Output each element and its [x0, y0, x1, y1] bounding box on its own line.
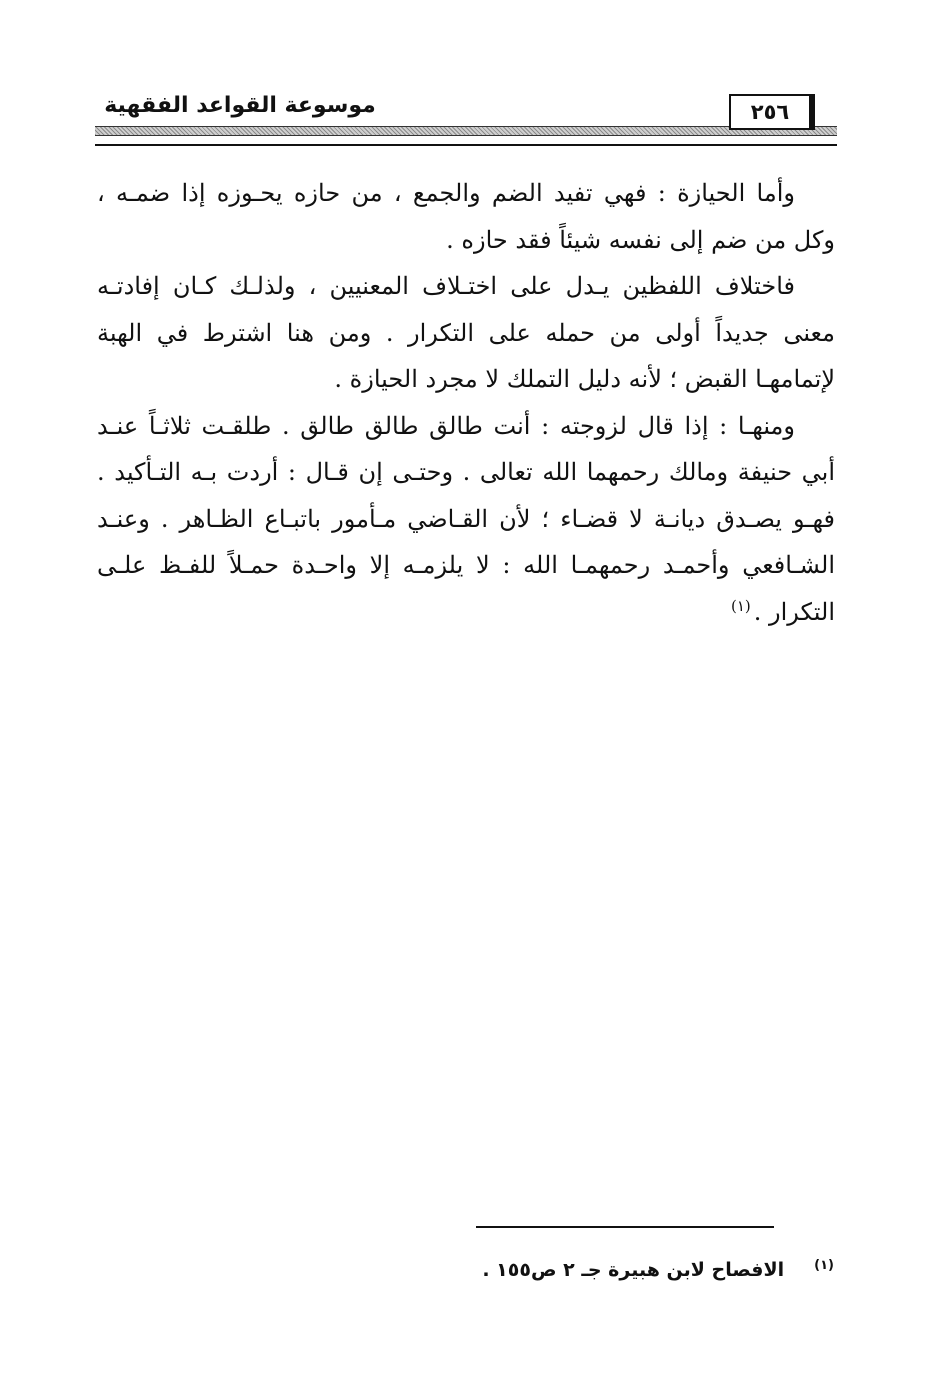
book-title: موسوعة القواعد الفقهية: [95, 88, 385, 124]
paragraph: وأما الحيازة : فهي تفيد الضم والجمع ، من حازه يحـوزه إذا ضمـه ، وكل من ضم إلى نفسه شيئاً فقد حازه .: [97, 179, 835, 254]
header-pattern-bar: [95, 126, 837, 136]
footnote: (١)الافصاح لابن هبيرة جـ ٢ ص١٥٥ .: [482, 1257, 834, 1281]
body-text: [97, 170, 835, 635]
header-rule: [95, 144, 837, 146]
footnote-divider: [476, 1226, 774, 1228]
footnote-reference: (١): [730, 596, 751, 615]
paragraph: [97, 403, 835, 636]
paragraph-text: ومنهـا : إذا قال لزوجته : أنت طالق طالق طالق . طلقـت ثلاثـاً عنـد أبي حنيفة ومالك رحمهما الله تعالى . وحتـى إن قـال : أردت بـه التـأكيد . فهـو يصـدق ديانـة لا قضـاء ؛ لأن القـاضي مـأمور باتبـاع الظـاهر . وعنـد الشـافعي وأحمـد رحمهمـا الله : لا يلزمـه إلا واحـدة حمـلاً للفـظ علـى التكرار .: [97, 411, 835, 626]
page-number: ٢٥٦: [729, 94, 815, 130]
footnote-text: الافصاح لابن هبيرة جـ ٢ ص١٥٥ .: [482, 1259, 785, 1281]
paragraph: فاختلاف اللفظين يـدل على اختـلاف المعنيين ، ولذلـك كـان إفادتـه معنى جديداً أولى من حمله على التكرار . ومن هنا اشترط في الهبة لإتمامهـا القبض ؛ لأنه دليل التملك لا مجرد الحيازة .: [97, 272, 835, 393]
page-header: [95, 88, 837, 150]
